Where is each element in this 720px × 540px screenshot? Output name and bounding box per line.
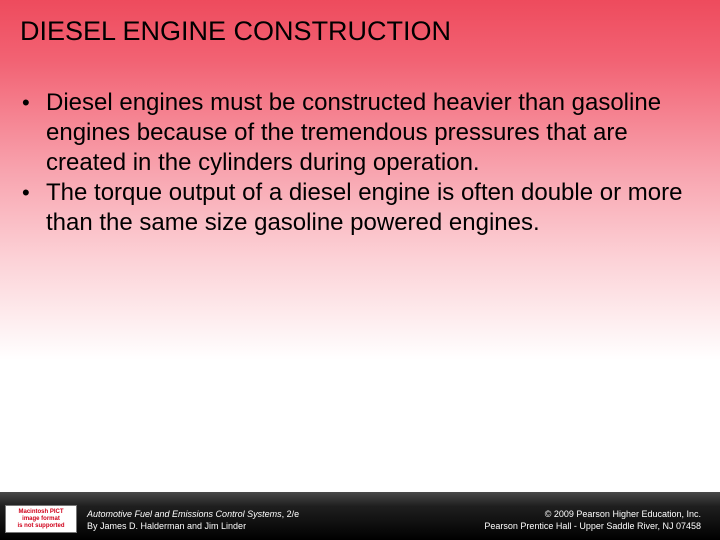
footer-publisher: Pearson Prentice Hall - Upper Saddle River, NJ 07458 xyxy=(484,521,701,531)
footer-copyright: © 2009 Pearson Higher Education, Inc. xyxy=(544,509,701,519)
bullet-text: The torque output of a diesel engine is often double or more than the same size gasoline powered engines. xyxy=(46,179,683,236)
footer-publisher-info xyxy=(484,508,701,532)
slide-footer xyxy=(0,492,720,540)
slide-title: DIESEL ENGINE CONSTRUCTION xyxy=(20,16,452,46)
logo-placeholder-text: Macintosh PICT image format is not supported xyxy=(17,509,65,529)
bullet-marker-icon: • xyxy=(22,90,30,115)
footer-book-info xyxy=(87,508,299,532)
footer-book-title: Automotive Fuel and Emissions Control Systems xyxy=(87,509,282,519)
footer-book-title-line xyxy=(87,508,299,520)
publisher-logo-placeholder xyxy=(5,505,77,533)
footer-book-edition: , 2/e xyxy=(281,509,300,519)
footer-authors: By James D. Halderman and Jim Linder xyxy=(87,521,247,531)
bullet-item xyxy=(22,88,702,178)
bullet-list xyxy=(22,88,702,238)
bullet-marker-icon: • xyxy=(22,180,30,205)
bullet-item xyxy=(22,178,702,238)
bullet-text: Diesel engines must be constructed heavier than gasoline engines because of the tremendous pressures that are created in the cylinders during operation. xyxy=(46,89,662,176)
